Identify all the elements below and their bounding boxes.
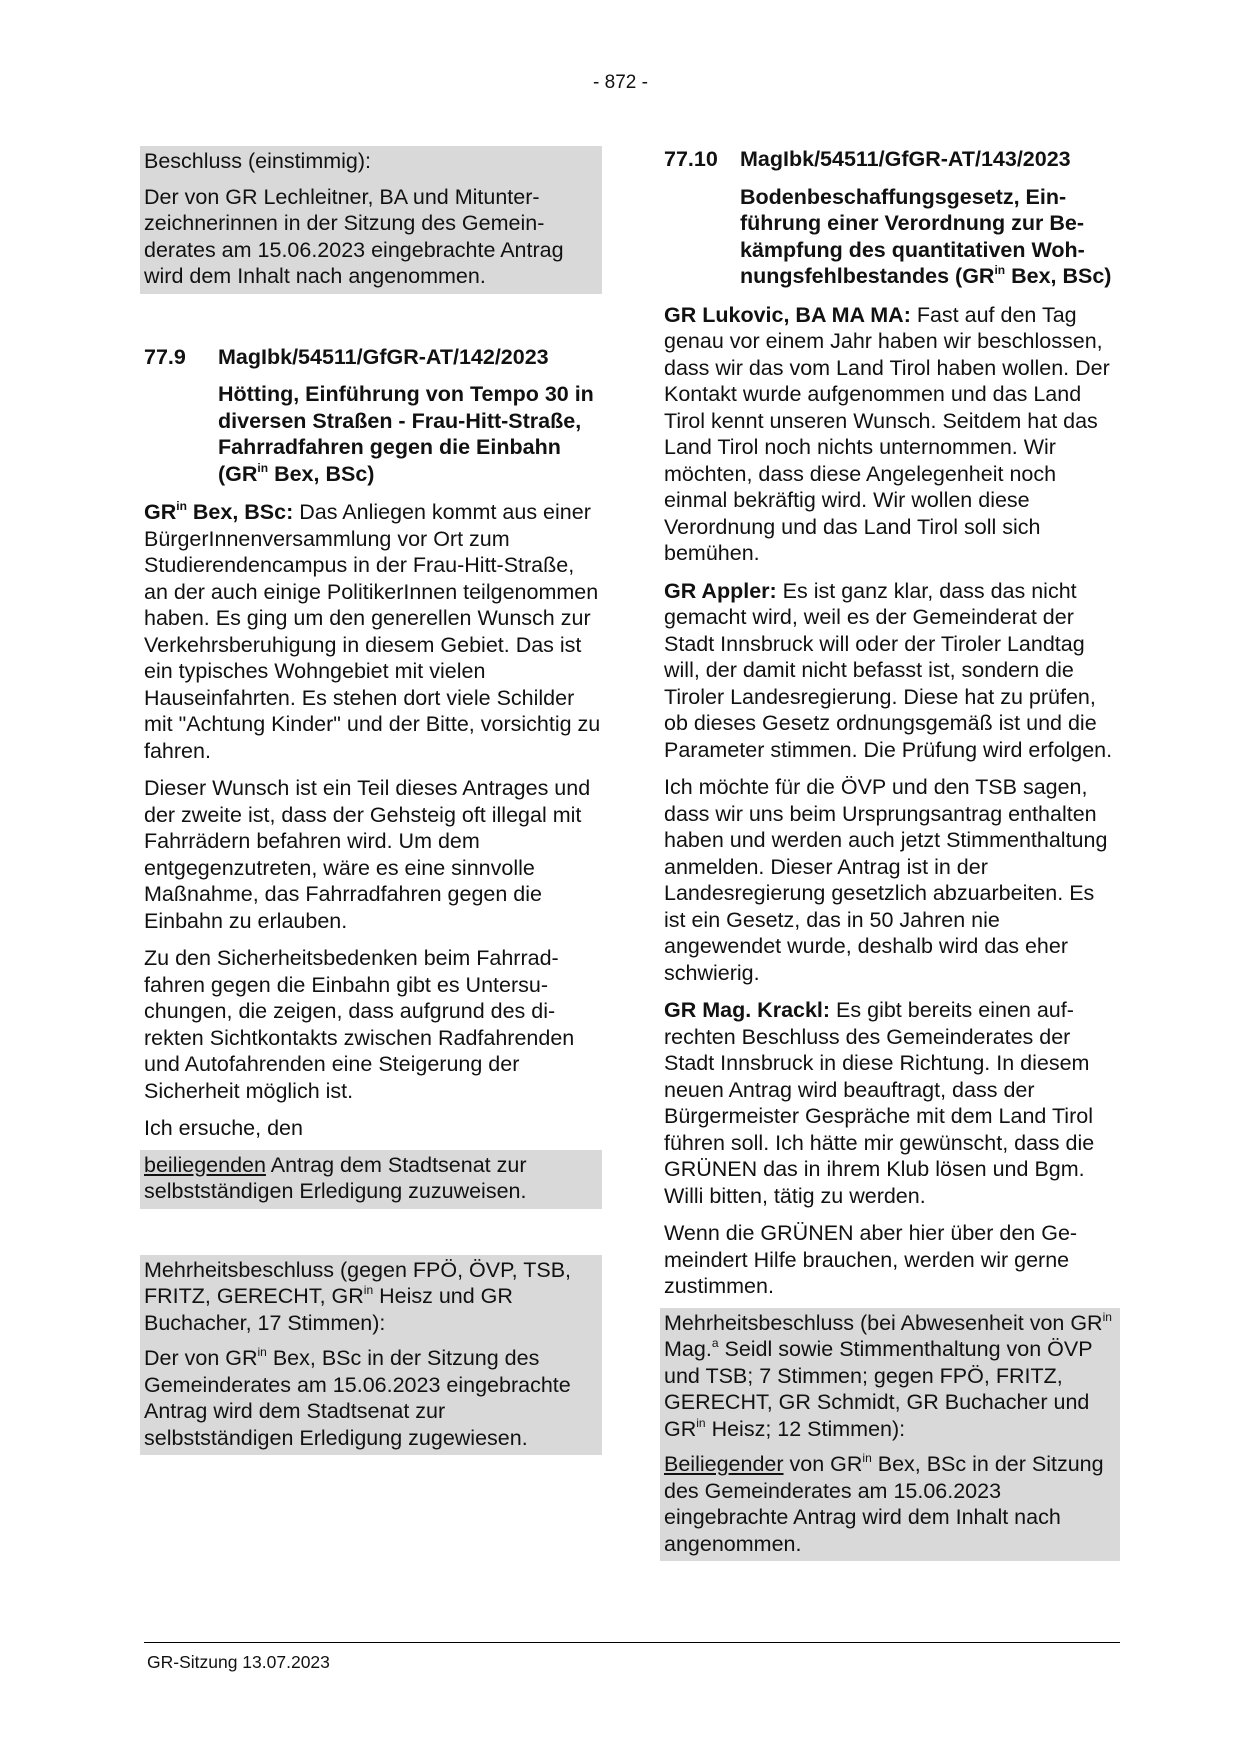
- agenda-item-number: 77.9: [144, 344, 186, 369]
- speaker-name: GR Lukovic, BA MA MA:: [664, 302, 911, 327]
- right-column: [664, 146, 1120, 1561]
- agenda-item-title: Bodenbeschaffungsgesetz, Einführung einer Verordnung zur Bekämpfung des quantitativen Wohnungsfehlbestandes ($GR^{in}$ Bex, BSc): [740, 184, 1112, 288]
- resolution-text: Beiliegender von $GR^{in}$ Bex, BSc in der Sitzung des Gemeinderates am 15.06.2023 eingebrachte Antrag wird dem Inhalt nach angenommen.: [664, 1451, 1104, 1556]
- resolution-text: Der von GR Lechleitner, BA und Mitunterzeichnerinnen in der Sitzung des Gemeinderates am 15.06.2023 eingebrachte Antrag wird dem Inhalt nach angenommen.: [144, 184, 564, 288]
- request-box: [140, 1150, 602, 1209]
- speech-paragraph: GR Appler: Es ist ganz klar, dass das nicht gemacht wird, weil es der Gemeinderat der Stadt Innsbruck will oder der Tiroler Landtag will, der damit nicht befasst ist, sondern die Tiroler Landesregierung. Diese hat zu prüfen, ob dieses Gesetz ordnungsgemäß ist und die Parameter stimmen. Die Prüfung wird erfolgen.: [664, 578, 1113, 762]
- speech-paragraph: Zu den Sicherheitsbedenken beim Fahrradfahren gegen die Einbahn gibt es Untersuchungen, die zeigen, dass aufgrund des direkten Sichtkontakts zwischen Radfahrenden und Autofahrenden eine Steigerung der Sicherheit möglich ist.: [144, 946, 575, 1103]
- resolution-heading: Beschluss (einstimmig):: [144, 149, 371, 173]
- speech-paragraph: GR Lukovic, BA MA MA: Fast auf den Tag genau vor einem Jahr haben wir beschlossen, dass wir das vom Land Tirol haben wollen. Der Kontakt wurde aufgenommen und das Land Tirol kennt unseren Wunsch. Seitdem hat das Land Tirol noch nichts unternommen. Wir möchten, dass diese Angelegenheit noch einmal bekräftig wird. Wir wollen diese Verordnung und das Land Tirol soll sich bemühen.: [664, 302, 1110, 565]
- resolution-box: [140, 146, 602, 294]
- agenda-item-header: [664, 146, 1120, 173]
- left-column: [144, 146, 602, 1455]
- agenda-item-header: [144, 344, 602, 371]
- resolution-text: Der von $GR^{in}$ Bex, BSc in der Sitzung des Gemeinderates am 15.06.2023 eingebrachte Antrag wird dem Stadtsenat zur selbstständigen Erledigung zugewiesen.: [144, 1345, 571, 1450]
- agenda-item-reference: MagIbk/54511/GfGR-AT/143/2023: [740, 147, 1071, 171]
- speaker-name: GR Appler:: [664, 578, 777, 603]
- resolution-heading: Mehrheitsbeschluss (gegen FPÖ, ÖVP, TSB, FRITZ, GERECHT, $GR^{in}$ Heisz und GR Buchacher, 17 Stimmen):: [144, 1257, 572, 1335]
- speaker-name: $GR^{in}$ Bex, BSc:: [144, 499, 294, 524]
- speech-paragraph: Ich möchte für die ÖVP und den TSB sagen, dass wir uns beim Ursprungsantrag enthalten haben und werden auch jetzt Stimmenthaltung anmelden. Dieser Antrag ist in der Landesregierung gesetzlich abzuarbeiten. Es ist ein Gesetz, das in 50 Jahren nie angewendet wurde, deshalb wird das eher schwierig.: [664, 775, 1108, 985]
- footer-text: GR-Sitzung 13.07.2023: [147, 1652, 330, 1672]
- footer-divider: [144, 1642, 1120, 1643]
- resolution-heading: Mehrheitsbeschluss (bei Abwesenheit von $GR^{in}$ Mag.$^a$ Seidl sowie Stimmenthaltung von ÖVP und TSB; 7 Stimmen; gegen FPÖ, FRITZ, GERECHT, GR Schmidt, GR Buchacher und $GR^{in}$ Heisz; 12 Stimmen):: [664, 1309, 1112, 1441]
- speech-paragraph: $GR^{in}$ Bex, BSc: Das Anliegen kommt aus einer BürgerInnenversammlung vor Ort zum Studierendencampus in der Frau-Hitt-Straße, an der auch einige PolitikerInnen teilgenommen haben. Es ging um den generellen Wunsch zur Verkehrsberuhigung in diesem Gebiet. Das ist ein typisches Wohngebiet mit vielen Hauseinfahrten. Es stehen dort viele Schilder mit "Achtung Kinder" und der Bitte, vorsichtig zu fahren.: [144, 499, 601, 763]
- speech-paragraph: Ich ersuche, den: [144, 1116, 303, 1140]
- speech-paragraph: Dieser Wunsch ist ein Teil dieses Antrages und der zweite ist, dass der Gehsteig oft illegal mit Fahrrädern befahren wird. Um dem entgegenzutreten, wäre es eine sinnvolle Maßnahme, das Fahrradfahren gegen die Einbahn zu erlauben.: [144, 776, 591, 933]
- speaker-name: GR Mag. Krackl:: [664, 998, 831, 1022]
- page-number: - 872 -: [593, 72, 648, 93]
- speech-paragraph: Wenn die GRÜNEN aber hier über den Gemeindert Hilfe brauchen, werden wir gerne zustimmen.: [664, 1221, 1078, 1298]
- resolution-box: [140, 1255, 602, 1456]
- resolution-box: [660, 1308, 1120, 1562]
- speech-paragraph: GR Mag. Krackl: Es gibt bereits einen aufrechten Beschluss des Gemeinderates der Stadt Innsbruck in diese Richtung. In diesem neuen Antrag wird beauftragt, dass der Bürgermeister Gespräche mit dem Land Tirol führen soll. Ich hätte mir gewünscht, dass die GRÜNEN das in ihrem Klub lösen und Bgm. Willi bitten, tätig zu werden.: [664, 998, 1095, 1208]
- agenda-item-reference: MagIbk/54511/GfGR-AT/142/2023: [218, 344, 549, 369]
- request-text: beiliegenden Antrag dem Stadtsenat zur selbstständigen Erledigung zuzuweisen.: [144, 1152, 527, 1203]
- agenda-item-number: 77.10: [664, 147, 718, 171]
- agenda-item-title: Hötting, Einführung von Tempo 30 in diversen Straßen - Frau-Hitt-Straße, Fahrradfahren gegen die Einbahn ($GR^{in}$ Bex, BSc): [218, 382, 594, 486]
